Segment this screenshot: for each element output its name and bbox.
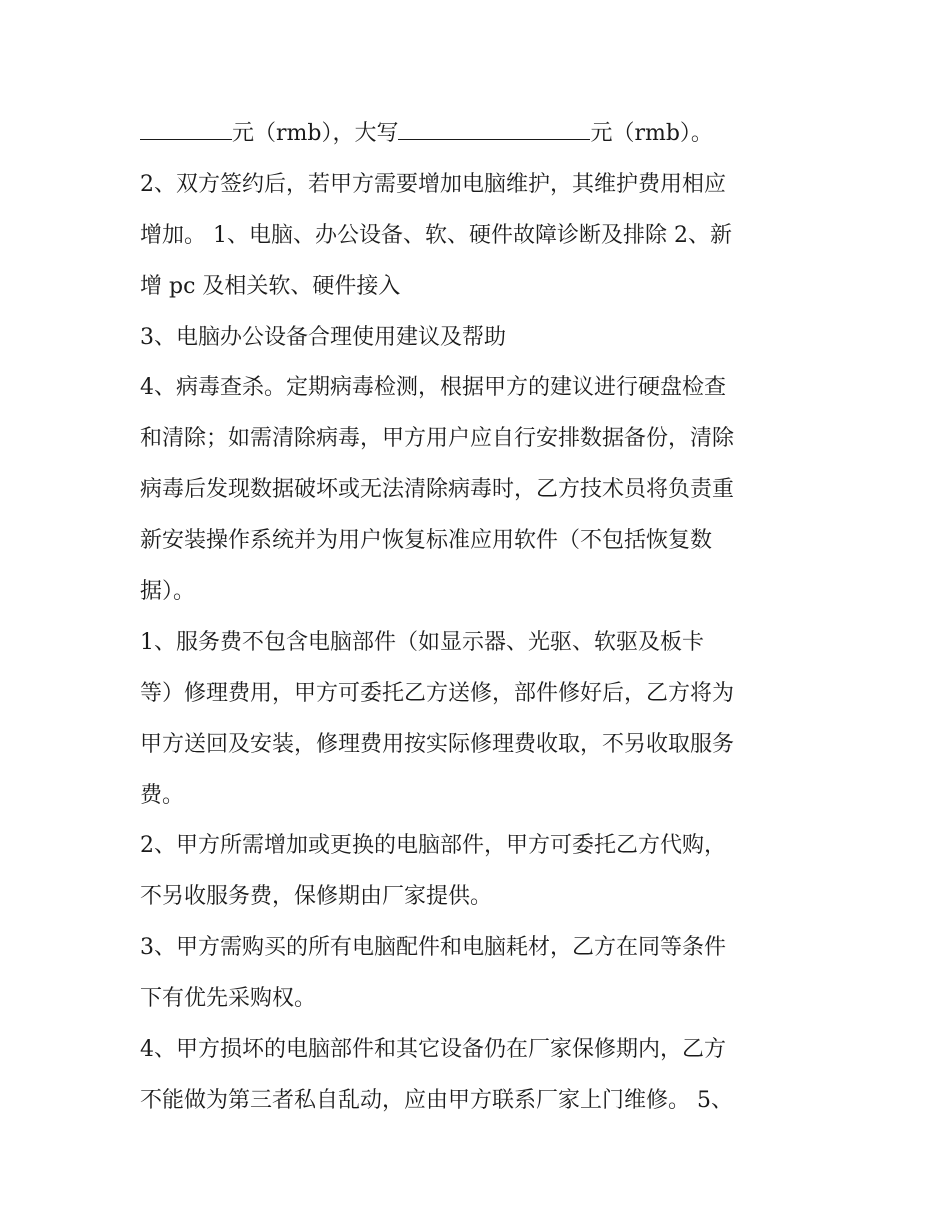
text-line: 下有优先采购权。	[140, 986, 317, 1012]
text-line: 等）修理费用，甲方可委托乙方送修，部件修好后，乙方将为	[140, 680, 735, 706]
text-line: 增 pc 及相关软、硬件接入	[140, 273, 401, 299]
text-line: 4、甲方损坏的电脑部件和其它设备仍在厂家保修期内，乙方	[140, 1037, 726, 1063]
text-line: 费。	[140, 782, 185, 808]
text-line: 病毒后发现数据破坏或无法清除病毒时，乙方技术员将负责重	[140, 477, 735, 503]
amount-unit-label: 元（rmb），大写	[232, 121, 399, 146]
text-line: 4、病毒查杀。定期病毒检测，根据甲方的建议进行硬盘检查	[140, 375, 726, 401]
text-line: 甲方送回及安装，修理费用按实际修理费收取，不另收取服务	[140, 731, 735, 757]
text-line: 据）。	[140, 579, 196, 605]
text-line: 增加。 1、电脑、办公设备、软、硬件故障诊断及排除 2、新	[140, 222, 732, 248]
text-line: 1、服务费不包含电脑部件（如显示器、光驱、软驱及板卡	[140, 629, 704, 655]
text-line: 不能做为第三者私自乱动，应由甲方联系厂家上门维修。 5、	[140, 1087, 733, 1113]
text-line: 和清除；如需清除病毒，甲方用户应自行安排数据备份，清除	[140, 426, 735, 452]
amount-capital-unit-label: 元（rmb）。	[590, 121, 713, 146]
text-line: 2、甲方所需增加或更换的电脑部件，甲方可委托乙方代购，	[140, 833, 726, 859]
text-line: 2、双方签约后，若甲方需要增加电脑维护，其维护费用相应	[140, 171, 726, 197]
text-line: 新安装操作系统并为用户恢复标准应用软件（不包括恢复数	[140, 528, 713, 554]
text-line: 不另收服务费，保修期由厂家提供。	[140, 884, 493, 910]
amount-capital-blank	[398, 121, 590, 140]
text-line: 3、甲方需购买的所有电脑配件和电脑耗材，乙方在同等条件	[140, 935, 726, 961]
text-line: 3、电脑办公设备合理使用建议及帮助	[140, 324, 506, 350]
fee-amount-line	[140, 109, 820, 160]
amount-blank	[140, 121, 232, 140]
document-body	[140, 109, 820, 1127]
